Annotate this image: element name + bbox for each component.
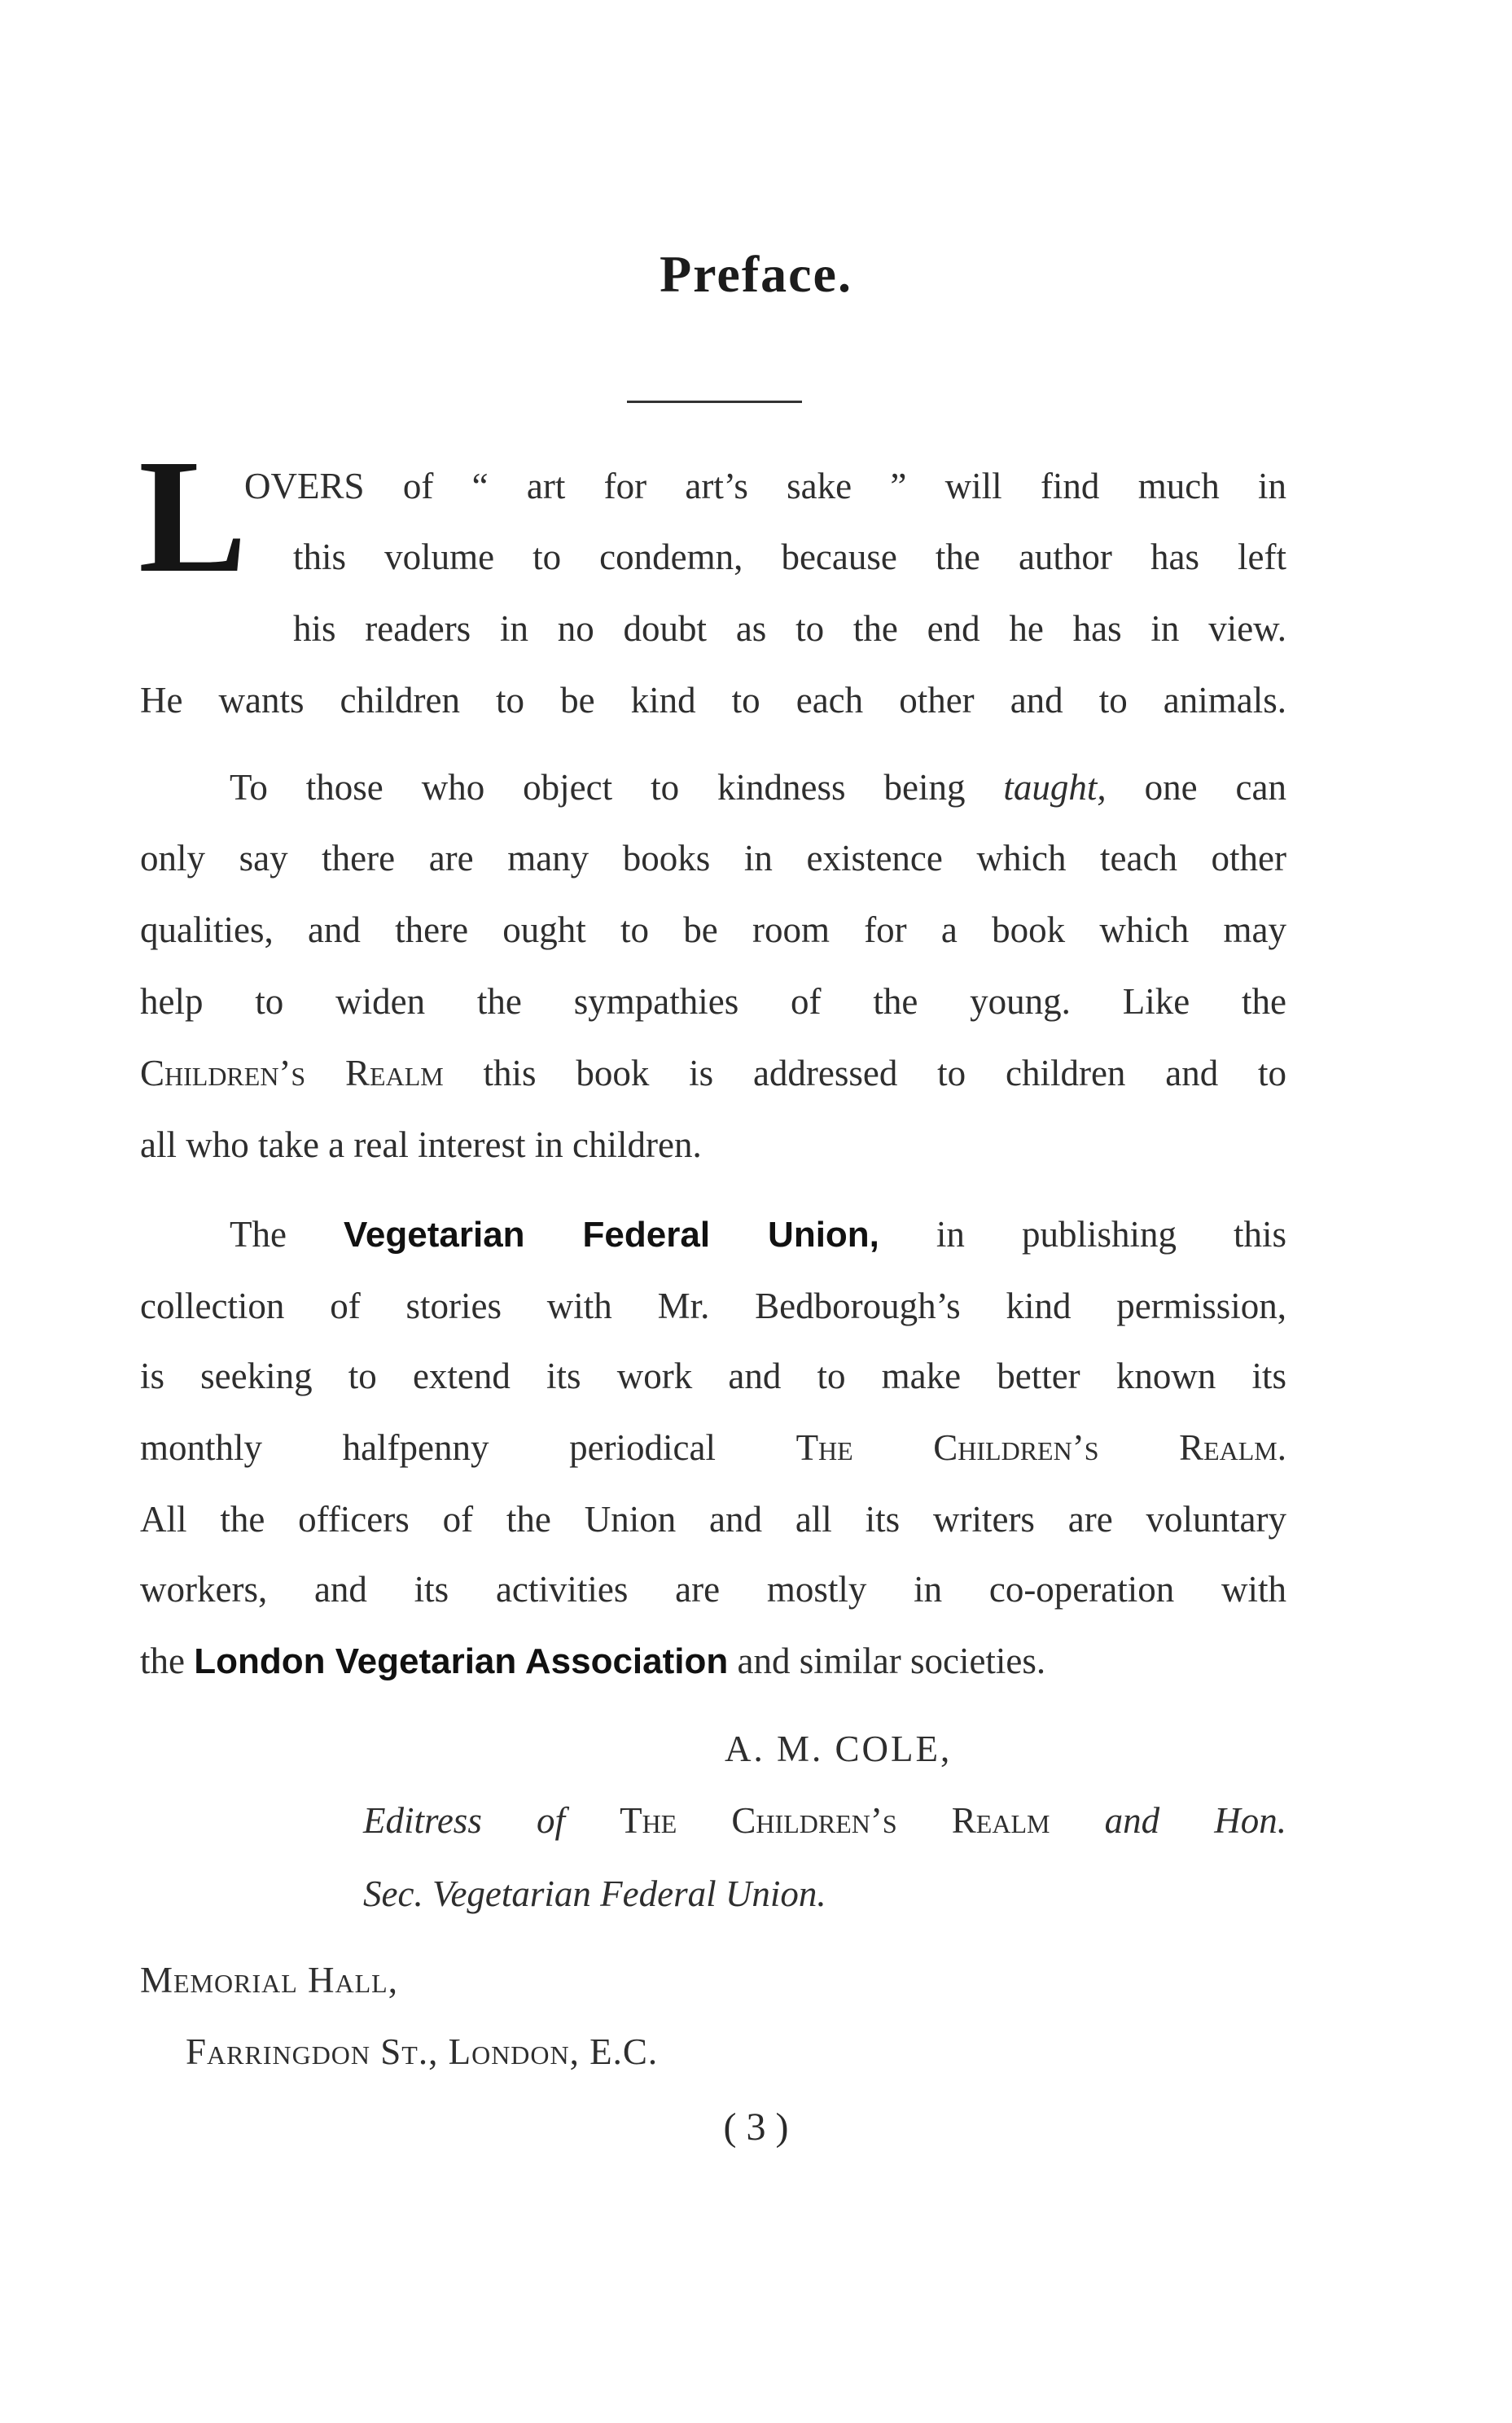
p1-line-1: OVERS of “ art for art’s sake ” will find much in	[244, 466, 1286, 506]
signature-role-line-2: Sec. Vegetarian Federal Union.	[363, 1873, 826, 1914]
address-line-1: Memorial Hall,	[140, 1960, 398, 2000]
signature-text: and Hon.	[1050, 1800, 1286, 1841]
p3-text: The	[230, 1214, 344, 1255]
periodical-name: Children’s Realm	[140, 1053, 444, 1093]
p3-text: and similar societies.	[728, 1641, 1046, 1681]
p2-line-4: help to widen the sympathies of the young. Like the	[140, 981, 1286, 1022]
p3-line-5: All the officers of the Union and all its writers are voluntary	[140, 1499, 1286, 1540]
signature-name: A. M. COLE,	[725, 1729, 953, 1769]
p3-text: monthly halfpenny periodical	[140, 1427, 796, 1468]
p3-text: the	[140, 1641, 195, 1681]
p3-text: in publishing this	[879, 1214, 1287, 1255]
p2-line-2: only say there are many books in existence which teach other	[140, 838, 1286, 879]
p3-line-2: collection of stories with Mr. Bedborough’s kind permission,	[140, 1286, 1286, 1326]
address-line-2: Farringdon St., London, E.C.	[186, 2031, 659, 2072]
p1-line-3: his readers in no doubt as to the end he has in view.	[293, 608, 1286, 649]
drop-cap: L	[138, 427, 248, 607]
page-number: ( 3 )	[723, 2105, 789, 2149]
signature-role-line-1	[363, 1796, 1286, 1845]
p2-line-6: all who take a real interest in children.	[140, 1124, 702, 1165]
p3-line-7	[140, 1637, 1045, 1686]
p3-line-4	[140, 1423, 1286, 1472]
periodical-name: The Children’s Realm	[620, 1800, 1050, 1841]
page-title: Preface.	[660, 245, 852, 303]
periodical-name: The Children’s Realm.	[795, 1427, 1286, 1468]
p1-line-2: this volume to condemn, because the author has left	[293, 537, 1286, 577]
p2-line-5	[140, 1049, 1286, 1098]
p1-line-4: He wants children to be kind to each other and to animals.	[140, 680, 1286, 721]
organization-name: London Vegetarian Association	[194, 1641, 729, 1681]
p3-line-3: is seeking to extend its work and to make better known its	[140, 1356, 1286, 1396]
p3-line-6: workers, and its activities are mostly in co-operation with	[140, 1569, 1286, 1610]
organization-name: Vegetarian Federal Union,	[343, 1215, 879, 1255]
p3-line-1	[230, 1210, 1286, 1260]
p2-line-1	[230, 763, 1286, 812]
p2-line-3: qualities, and there ought to be room for a book which may	[140, 909, 1286, 950]
p2-text: this book is addressed to children and to	[443, 1053, 1286, 1093]
p2-emphasis: taught,	[1003, 767, 1107, 808]
title-divider	[627, 401, 802, 403]
p2-text: one can	[1106, 767, 1287, 808]
p2-text: To those who object to kindness being	[230, 767, 1004, 808]
signature-text: Editress of	[363, 1800, 620, 1841]
